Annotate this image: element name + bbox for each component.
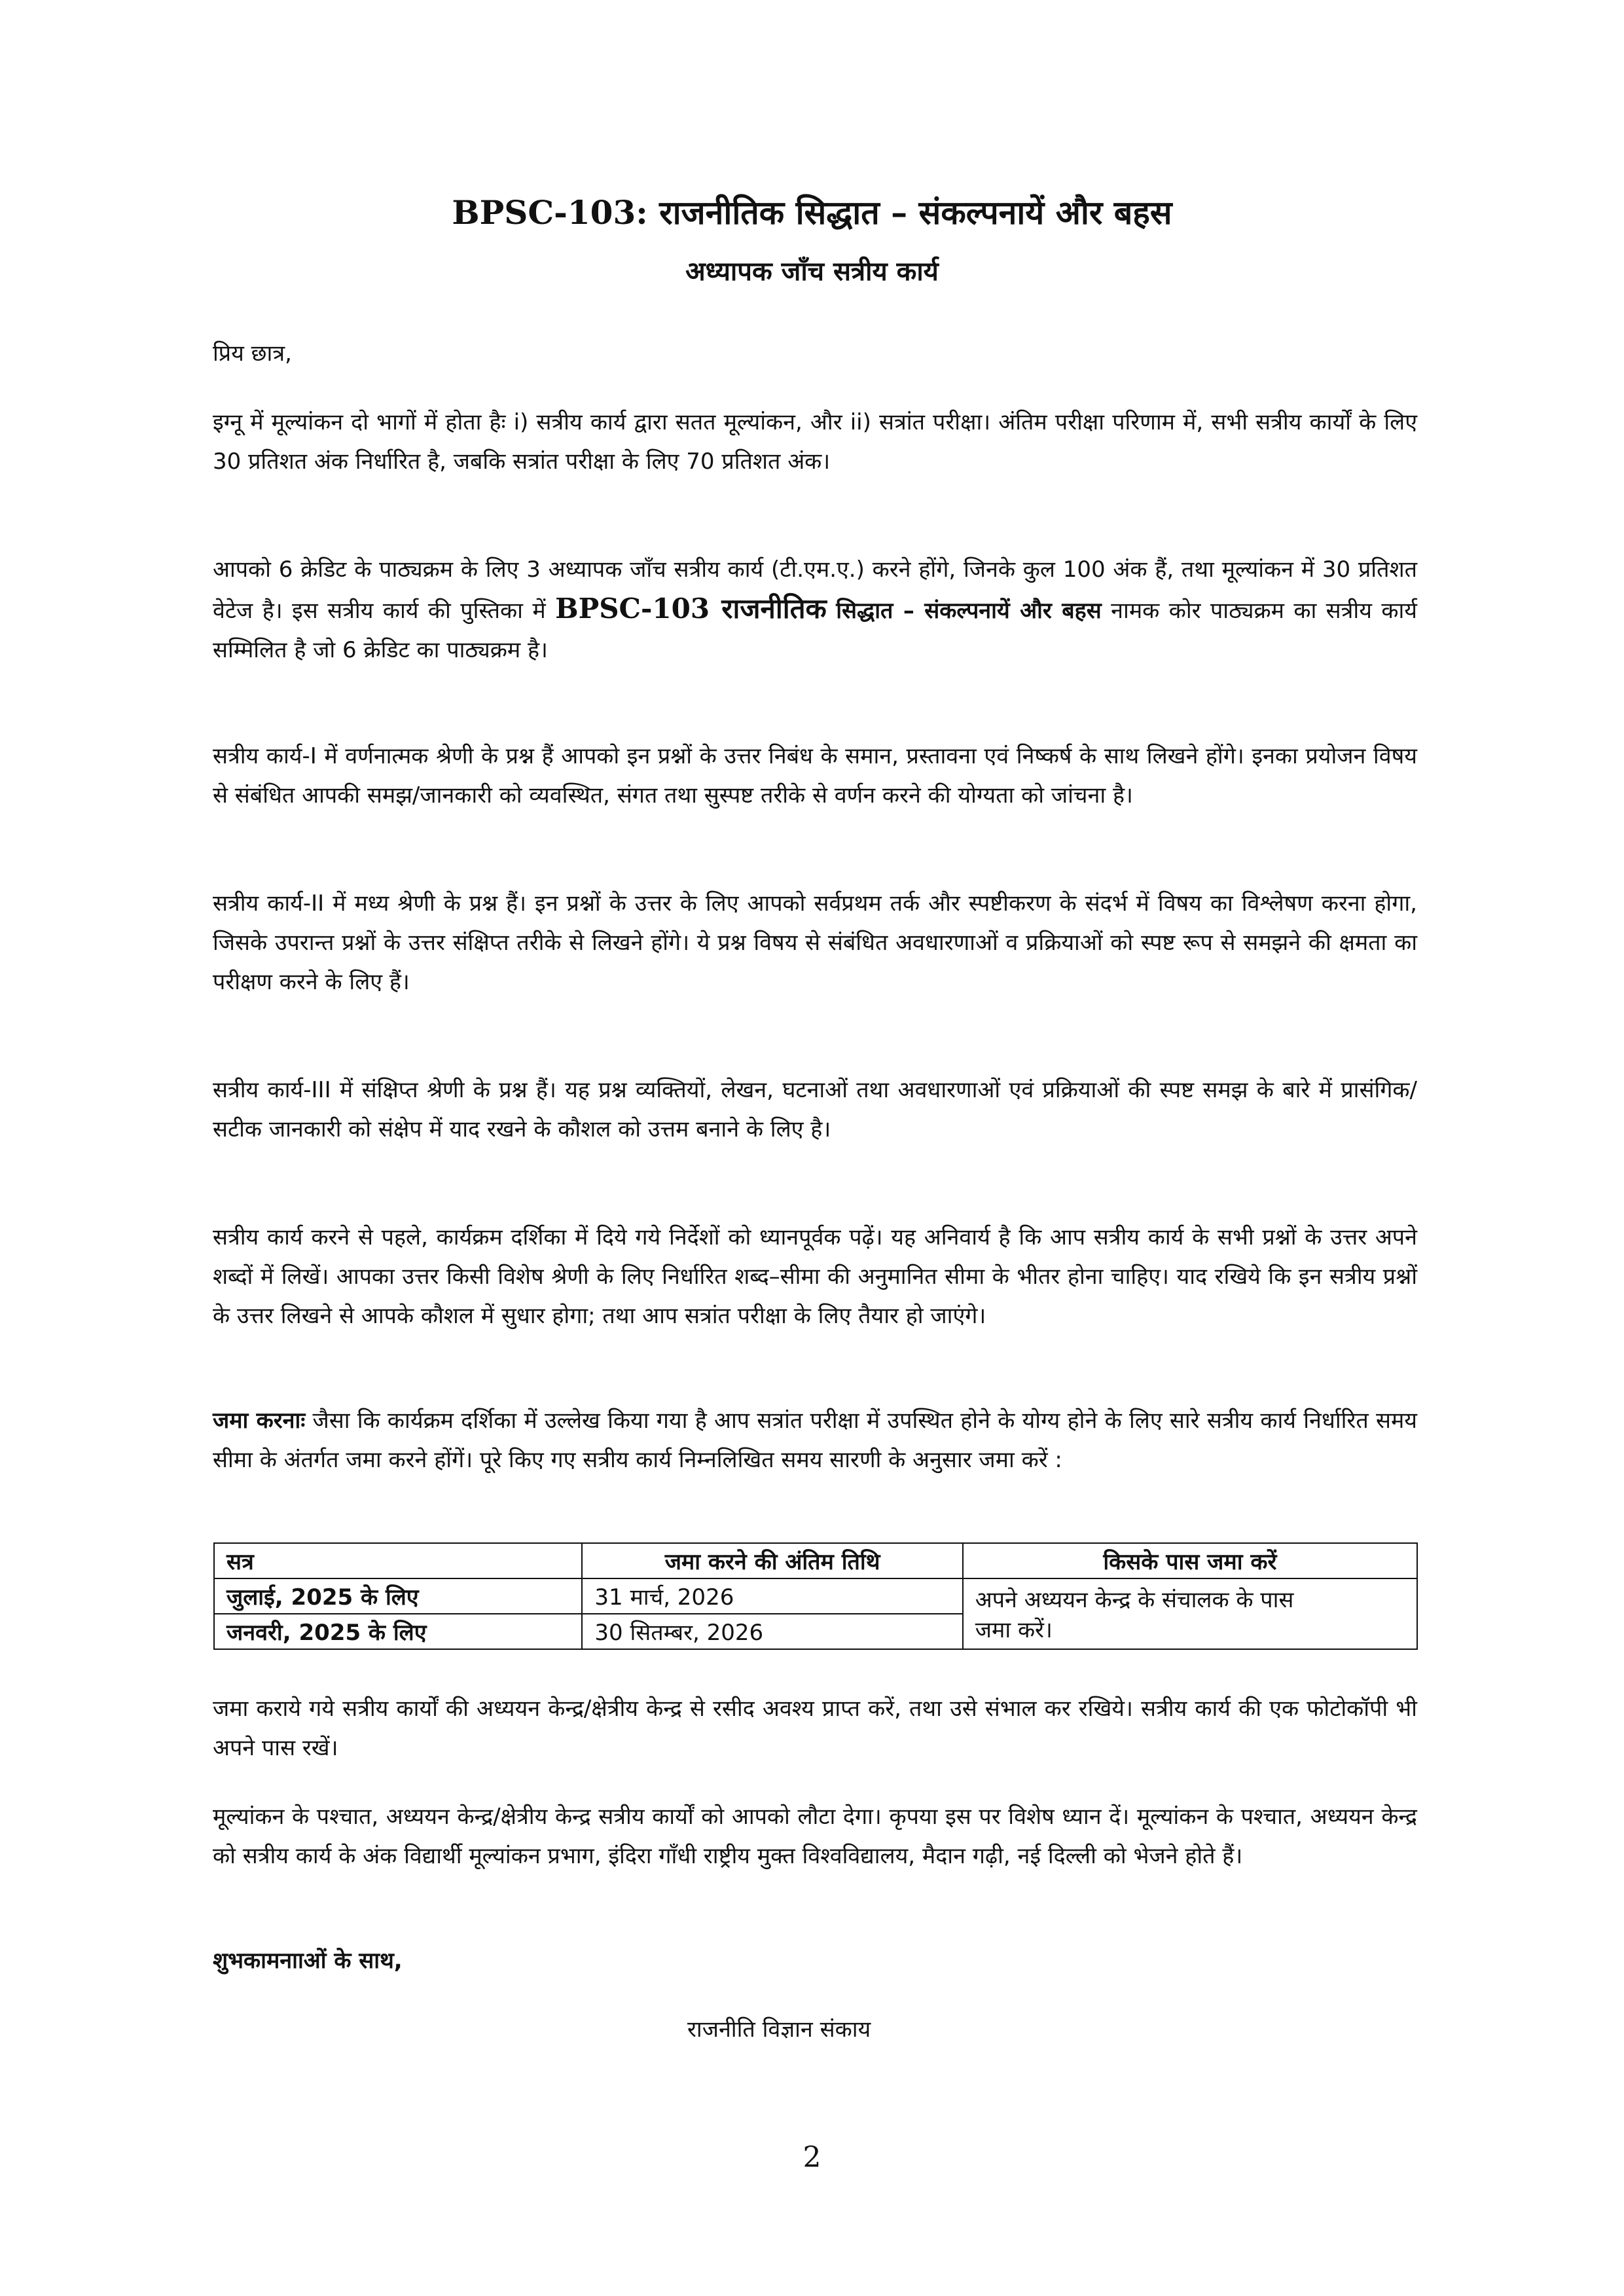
paragraph-assignment-3: सत्रीय कार्य-III में संक्षिप्त श्रेणी के प्रश्न हैं। यह प्रश्न व्यक्तियों, लेखन, घटनाओं तथा अवधारणाओं एवं प्रक्रियाओं की स्पष्ट समझ के बारे में प्रासंगिक/सटीक जानकारी को संक्षेप में याद रखने के कौशल को उत्तम बनाने के लिए है। [213,1077,1417,1142]
session-cell: जुलाई, 2025 के लिए [214,1578,582,1614]
course-code: BPSC-103 राजनीतिक [555,592,827,625]
deadline-cell: 31 मार्च, 2026 [582,1578,962,1614]
faculty-signoff: राजनीति विज्ञान संकाय [687,2016,871,2043]
paragraph-return: मूल्यांकन के पश्चात, अध्ययन केन्द्र/क्षेत्रीय केन्द्र सत्रीय कार्यों को आपको लौटा देगा। कृपया इस पर विशेष ध्यान दें। मूल्यांकन के पश्चात, अध्ययन केन्द्र को सत्रीय कार्य के अंक विद्यार्थी मूल्यांकन प्रभाग, इंदिरा गाँधी राष्ट्रीय मुक्त विश्वविद्यालय, मैदान गढ़ी, नई दिल्ली को भेजने होते हैं। [213,1804,1417,1869]
closing-text: शुभकामनााओं के साथ, [213,1948,403,1974]
table-row [214,1578,1417,1614]
paragraph-evaluation: इग्नू में मूल्यांकन दो भागों में होता हैः i) सत्रीय कार्य द्वारा सतत मूल्यांकन, और ii) सत्रांत परीक्षा। अंतिम परीक्षा परिणाम में, सभी सत्रीय कार्यों के लिए 30 प्रतिशत अंक निर्धारित है, जबकि सत्रांत परीक्षा के लिए 70 प्रतिशत अंक। [213,409,1417,475]
paragraph-credits-part-a: आपको 6 क्रेडिट के पाठ्यक्रम के लिए 3 अध्यापक जाँच सत्रीय कार्य (टी.एम.ए.) करने होंगे, जिनके कुल 100 अंक हैं, तथा मूल्यांकन में 30 प्रतिशत वेटेज है। इस सत्रीय कार्य की पुस्तिका में [213,556,1417,624]
page-number: 2 [803,2141,821,2174]
paragraph-credits-part-b: नामक कोर पाठ्यक्रम का सत्रीय कार्य सम्मिलित है जो 6 क्रेडिट का पाठ्यक्रम है। [213,598,1418,663]
paragraph-instructions: सत्रीय कार्य करने से पहले, कार्यक्रम दर्शिका में दिये गये निर्देशों को ध्यानपूर्वक पढ़ें। यह अनिवार्य है कि आप सत्रीय कार्य के सभी प्रश्नों के उत्तर अपने शब्दों में लिखें। आपका उत्तर किसी विशेष श्रेणी के लिए निर्धारित शब्द–सीमा की अनुमानित सीमा के भीतर होना चाहिए। याद रखिये कि इन सत्रीय प्रश्नों के उत्तर लिखने से आपके कौशल में सुधार होगा; तथा आप सत्रांत परीक्षा के लिए तैयार हो जाएंगे। [213,1224,1417,1329]
page-title: BPSC-103: राजनीतिक सिद्धात – संकल्पनायें और बहस [452,193,1172,232]
submission-text: जैसा कि कार्यक्रम दर्शिका में उल्लेख किया गया है आप सत्रांत परीक्षा में उपस्थित होने के योग्य होने के लिए सारे सत्रीय कार्य निर्धारित समय सीमा के अंतर्गत जमा करने होंगें। पूरे किए गए सत्रीय कार्य निम्नलिखित समय सारणी के अनुसार जमा करें : [213,1408,1418,1473]
submission-schedule-table [213,1542,1418,1650]
submission-label: जमा करनाः [213,1408,306,1434]
course-name: सिद्धात – संकल्पनायें और बहस [836,598,1102,624]
paragraph-submission [213,1401,1417,1480]
paragraph-receipt: जमा कराये गये सत्रीय कार्यों की अध्ययन केन्द्र/क्षेत्रीय केन्द्र से रसीद अवश्य प्राप्त करें, तथा उसे संभाल कर रखिये। सत्रीय कार्य की एक फोटोकॉपी भी अपने पास रखें। [213,1696,1417,1761]
submit-to-line-1: अपने अध्ययन केन्द्र के संचालक के पास [975,1587,1294,1613]
salutation: प्रिय छात्र, [213,340,292,367]
paragraph-assignment-1: सत्रीय कार्य-I में वर्णनात्मक श्रेणी के प्रश्न हैं आपको इन प्रश्नों के उत्तर निबंध के समान, प्रस्तावना एवं निष्कर्ष के साथ लिखने होंगे। इनका प्रयोजन विषय से संबंधित आपकी समझ/जानकारी को व्यवस्थित, संगत तथा सुस्पष्ट तरीके से वर्णन करने की योग्यता को जांचना है। [213,743,1417,809]
page-subtitle: अध्यापक जाँच सत्रीय कार्य [685,257,939,287]
submit-to-line-2: जमा करें। [975,1617,1053,1643]
table-header-row [214,1543,1417,1578]
submit-to-cell [963,1578,1417,1649]
header-submit-to: किसके पास जमा करें [963,1543,1417,1578]
session-cell: जनवरी, 2025 के लिए [214,1614,582,1649]
header-session: सत्र [214,1543,582,1578]
closing-line [213,1941,403,1980]
paragraph-credits [213,550,1417,670]
paragraph-assignment-2: सत्रीय कार्य-II में मध्य श्रेणी के प्रश्न हैं। इन प्रश्नों के उत्तर के लिए आपको सर्वप्रथम तर्क और स्पष्टीकरण के संदर्भ में विषय का विश्लेषण करना होगा, जिसके उपरान्त प्रश्नों के उत्तर संक्षिप्त तरीके से लिखने होंगे। ये प्रश्न विषय से संबंधित अवधारणाओं व प्रक्रियाओं को स्पष्ट रूप से समझने की क्षमता का परीक्षण करने के लिए हैं। [213,890,1417,995]
deadline-cell: 30 सितम्बर, 2026 [582,1614,962,1649]
header-deadline: जमा करने की अंतिम तिथि [582,1543,962,1578]
